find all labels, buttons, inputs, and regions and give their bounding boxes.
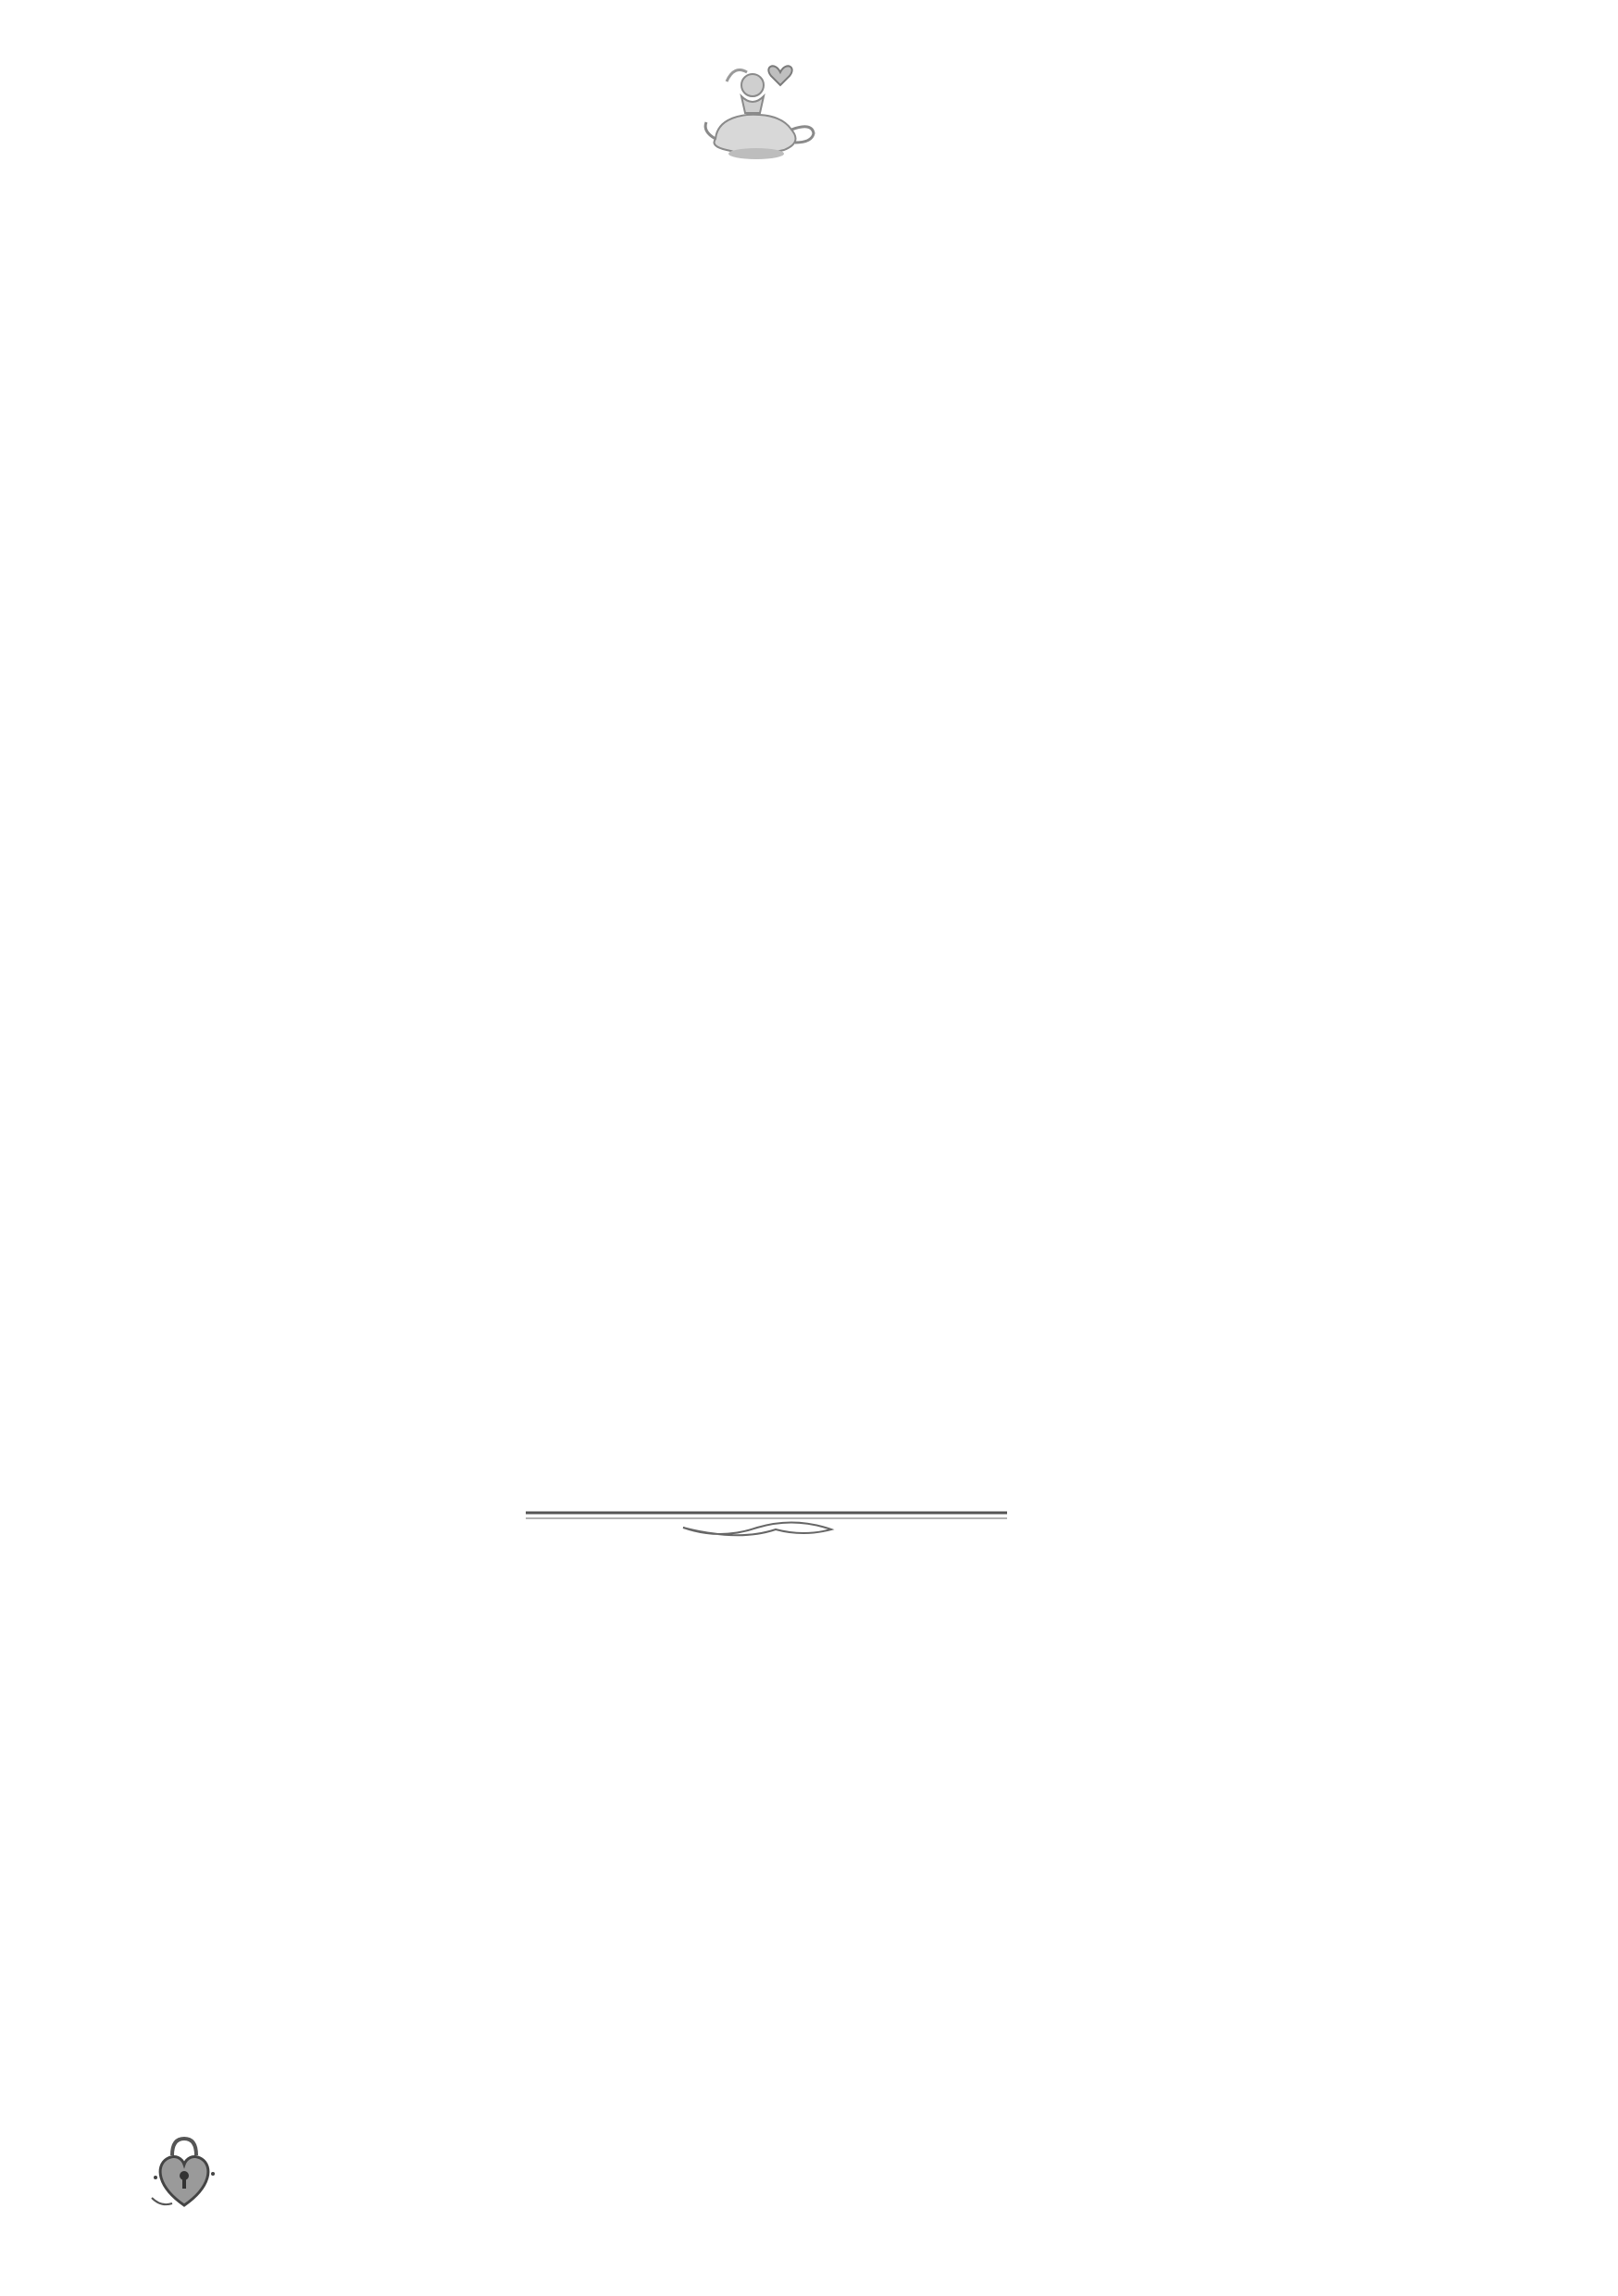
heart-lock-icon bbox=[148, 2129, 220, 2213]
ornamental-divider bbox=[526, 1500, 1007, 1555]
story-text-bottom bbox=[163, 1585, 1366, 1645]
paragraph-first-line bbox=[163, 1585, 1366, 1645]
page-footer bbox=[148, 2129, 267, 2213]
cupid-teapot-icon bbox=[699, 54, 819, 163]
